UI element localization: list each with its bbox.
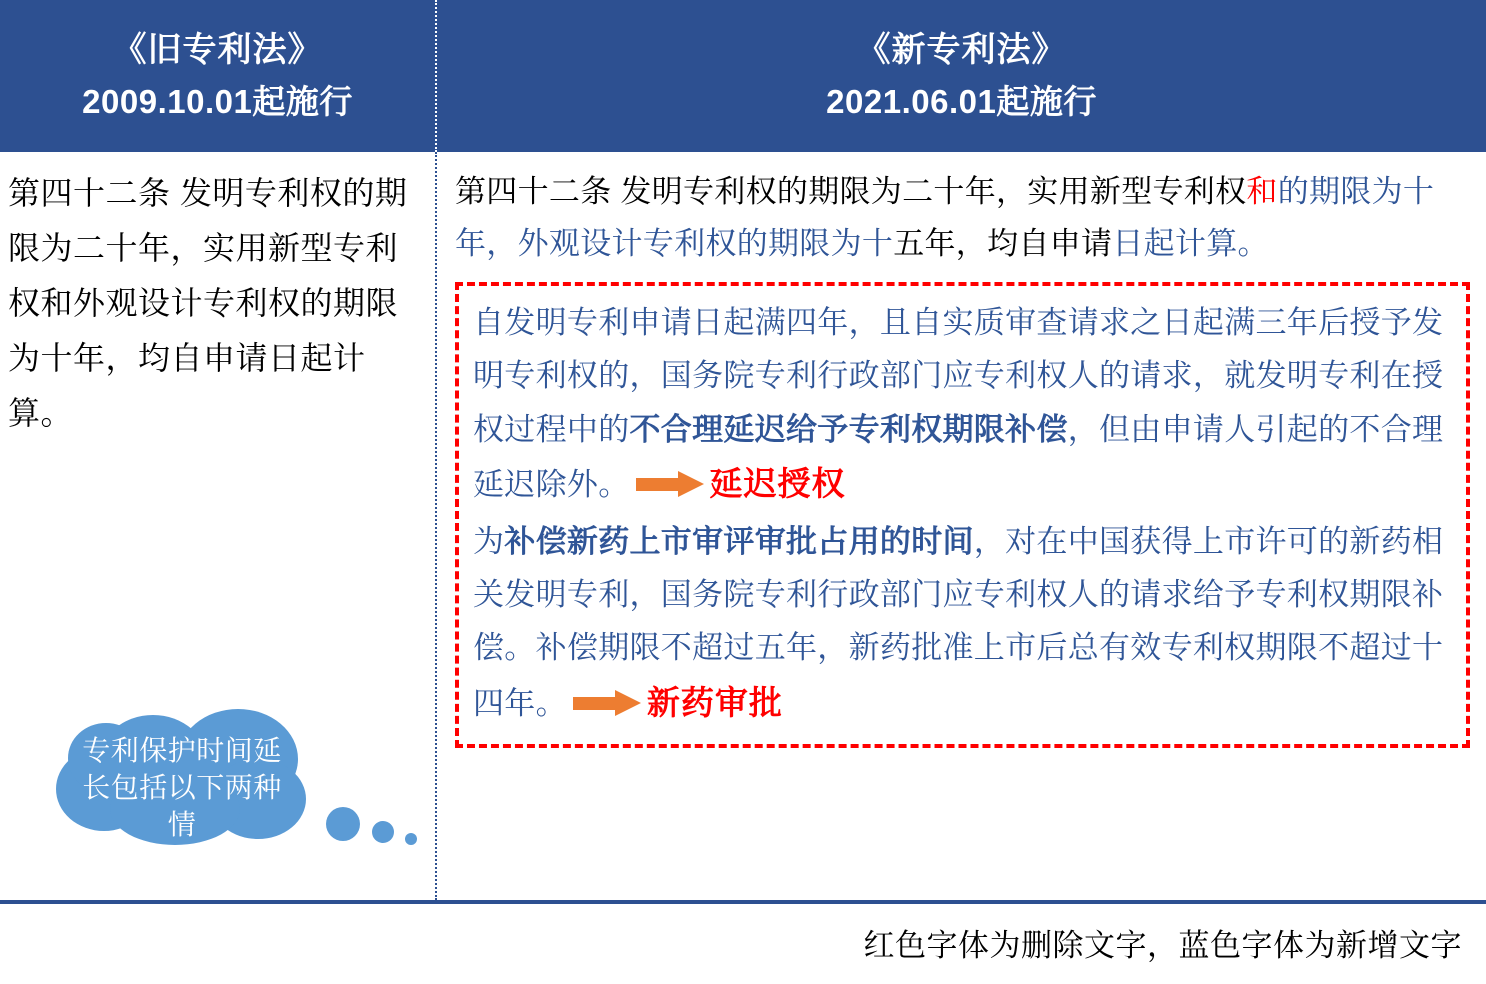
thought-cloud [30, 697, 440, 882]
header-old-law [0, 0, 437, 152]
pta-text-after: ，但由申请人引起的不合理延迟除外。 [473, 411, 1444, 503]
new-law-text-black-2: 五年，均自申请 [893, 226, 1113, 262]
new-law-article-paragraph [455, 166, 1470, 270]
new-law-added-text-2: 日起计算。 [1112, 226, 1269, 262]
drug-tag-label: 新药审批 [646, 683, 783, 721]
comparison-header [0, 0, 1486, 152]
provision-drug-approval-compensation [473, 515, 1454, 732]
new-law-added-text-1: 的期限为十年，外观设计专利权的期限为十 [455, 174, 1435, 262]
new-law-title: 《新专利法》 [856, 30, 1067, 69]
cloud-text: 专利保护时间延长包括以下两种情 [82, 735, 282, 840]
new-law-text-black-1: 第四十二条 发明专利权的期限为二十年，实用新型专利权 [455, 174, 1247, 209]
cloud-trail-dot [405, 833, 417, 845]
old-law-article-text: 第四十二条 发明专利权的期限为二十年，实用新型专利权和外观设计专利权的期限为十年，均自申请日起计算。 [8, 175, 408, 432]
cloud-trail-dot [326, 807, 360, 841]
pta-text-before: 自发明专利申请日起满四年，且自实质审查请求之日起满三年后授予发明专利权的，国务院专利行政部门应专利权人的请求，就发明专利在授权过程中的 [473, 305, 1444, 447]
drug-text-before: 为 [473, 523, 505, 559]
comparison-body [0, 152, 1486, 904]
provision-patent-term-adjustment [473, 296, 1454, 513]
legend-note: 红色字体为删除文字，蓝色字体为新增文字 [863, 927, 1462, 963]
new-provisions-highlight-box [455, 282, 1470, 747]
legend-footer [0, 904, 1486, 980]
pta-bold-phrase: 不合理延迟给予专利权期限补偿 [629, 411, 1068, 447]
drug-bold-phrase: 补偿新药上市审评审批占用的时间 [504, 523, 974, 559]
pta-tag-label: 延迟授权 [709, 465, 846, 503]
new-law-deleted-text: 和 [1246, 174, 1278, 209]
new-law-column [437, 152, 1486, 900]
old-law-title: 《旧专利法》 [112, 30, 323, 69]
cloud-shape [50, 707, 312, 849]
arrow-right-icon [636, 471, 704, 497]
new-law-effective-date: 2021.06.01起施行 [826, 82, 1097, 120]
old-law-effective-date: 2009.10.01起施行 [82, 82, 353, 120]
old-law-column [0, 152, 437, 900]
drug-text-after: ，对在中国获得上市许可的新药相关发明专利，国务院专利行政部门应专利权人的请求给予专利权期限补偿。补偿期限不超过五年，新药批准上市后总有效专利权期限不超过十四年。 [473, 523, 1444, 721]
header-new-law [437, 0, 1486, 152]
arrow-right-icon [573, 690, 641, 716]
cloud-trail-dot [372, 821, 394, 843]
